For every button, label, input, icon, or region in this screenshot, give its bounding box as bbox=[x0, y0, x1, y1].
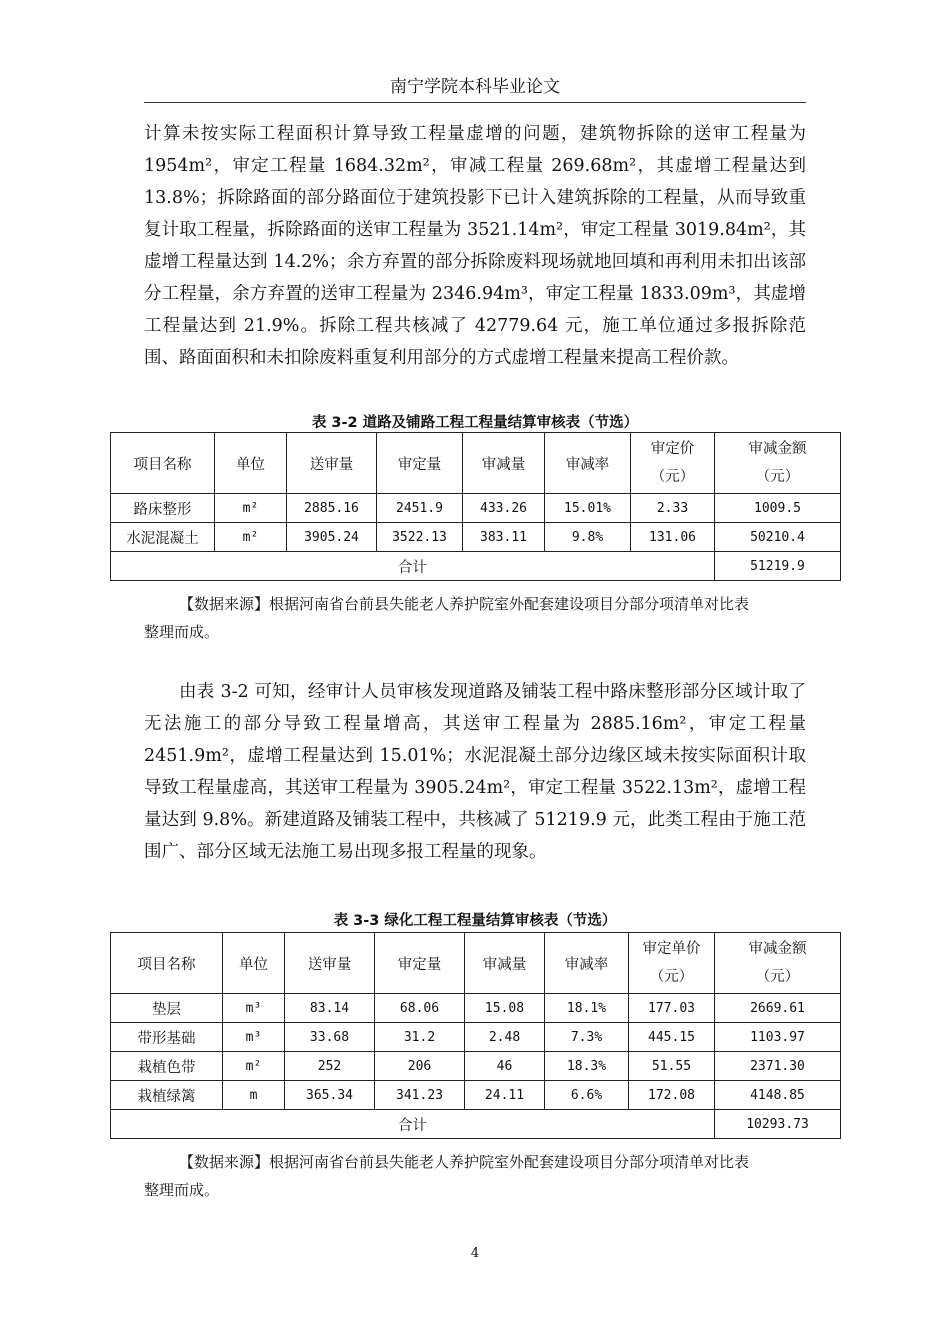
table-cell: 433.26 bbox=[463, 494, 545, 523]
table-cell: 1009.5 bbox=[715, 494, 841, 523]
table-cell: 栽植绿篱 bbox=[111, 1081, 223, 1110]
table-cell: 68.06 bbox=[375, 994, 465, 1023]
header-line: 审定价 bbox=[650, 441, 695, 457]
table-cell: 51.55 bbox=[629, 1052, 715, 1081]
header-cell bbox=[715, 933, 841, 994]
header-cell: 审减率 bbox=[545, 933, 629, 994]
table-cell: 341.23 bbox=[375, 1081, 465, 1110]
table-cell: 445.15 bbox=[629, 1023, 715, 1052]
table-cell: 2.33 bbox=[631, 494, 715, 523]
header-cell: 送审量 bbox=[285, 933, 375, 994]
table-cell: 365.34 bbox=[285, 1081, 375, 1110]
header-cell bbox=[715, 433, 841, 494]
page-number: 4 bbox=[470, 1246, 480, 1261]
table-row bbox=[111, 494, 841, 523]
table-cell: m bbox=[223, 1081, 285, 1110]
header-line: 审定单价 bbox=[642, 941, 701, 957]
table-cell: 2669.61 bbox=[715, 994, 841, 1023]
table-cell: 4148.85 bbox=[715, 1081, 841, 1110]
source-line: 整理而成。 bbox=[144, 1181, 220, 1199]
total-label: 合计 bbox=[111, 552, 715, 581]
table-cell: m³ bbox=[223, 994, 285, 1023]
table-row bbox=[111, 523, 841, 552]
table-cell: 垫层 bbox=[111, 994, 223, 1023]
table-cell: 83.14 bbox=[285, 994, 375, 1023]
table-cell: m² bbox=[215, 523, 287, 552]
table-cell: 33.68 bbox=[285, 1023, 375, 1052]
header-cell: 项目名称 bbox=[111, 433, 215, 494]
table-cell: 50210.4 bbox=[715, 523, 841, 552]
table-cell: 383.11 bbox=[463, 523, 545, 552]
table-cell: m² bbox=[223, 1052, 285, 1081]
source-line: 整理而成。 bbox=[144, 623, 220, 641]
source-line: 【数据来源】根据河南省台前县失能老人养护院室外配套建设项目分部分项清单对比表 bbox=[179, 1153, 750, 1171]
table-total-row bbox=[111, 1110, 841, 1139]
table-cell: 252 bbox=[285, 1052, 375, 1081]
table-3-2 bbox=[110, 432, 841, 581]
table-cell: 24.11 bbox=[465, 1081, 545, 1110]
source-line: 【数据来源】根据河南省台前县失能老人养护院室外配套建设项目分部分项清单对比表 bbox=[179, 595, 750, 613]
table-cell: m³ bbox=[223, 1023, 285, 1052]
header-cell: 单位 bbox=[223, 933, 285, 994]
header-cell: 审减量 bbox=[463, 433, 545, 494]
table-cell: 2371.30 bbox=[715, 1052, 841, 1081]
table-cell: m² bbox=[215, 494, 287, 523]
table-3-3-caption: 表 3-3 绿化工程工程量结算审核表（节选） bbox=[333, 913, 617, 929]
table-cell: 131.06 bbox=[631, 523, 715, 552]
header-cell: 项目名称 bbox=[111, 933, 223, 994]
table-cell: 水泥混凝土 bbox=[111, 523, 215, 552]
table-cell: 18.3% bbox=[545, 1052, 629, 1081]
header-cell: 审定量 bbox=[375, 933, 465, 994]
table-total-row bbox=[111, 552, 841, 581]
header-line: 审减金额 bbox=[748, 941, 807, 957]
total-value: 51219.9 bbox=[715, 552, 841, 581]
table-cell: 路床整形 bbox=[111, 494, 215, 523]
header-cell: 审减量 bbox=[465, 933, 545, 994]
table-header-row bbox=[111, 933, 841, 994]
table-cell: 31.2 bbox=[375, 1023, 465, 1052]
header-line: （元） bbox=[649, 969, 694, 985]
header-line: （元） bbox=[755, 969, 800, 985]
table-cell: 2885.16 bbox=[287, 494, 377, 523]
table-row bbox=[111, 1081, 841, 1110]
table-cell: 172.08 bbox=[629, 1081, 715, 1110]
header-cell: 审定量 bbox=[377, 433, 463, 494]
table-cell: 2.48 bbox=[465, 1023, 545, 1052]
table-cell: 栽植色带 bbox=[111, 1052, 223, 1081]
table-cell: 1103.97 bbox=[715, 1023, 841, 1052]
table-cell: 15.01% bbox=[545, 494, 631, 523]
table-cell: 18.1% bbox=[545, 994, 629, 1023]
table-3-3 bbox=[110, 932, 841, 1139]
total-label: 合计 bbox=[111, 1110, 715, 1139]
table-cell: 206 bbox=[375, 1052, 465, 1081]
header-cell: 送审量 bbox=[287, 433, 377, 494]
header-cell bbox=[631, 433, 715, 494]
body-paragraph-2: 由表 3-2 可知，经审计人员审核发现道路及铺装工程中路床整形部分区域计取了无法施工的部分导致工程量增高，其送审工程量为 2885.16m²，审定工程量 2451.9m²，虚增工程量达到 15.01%；水泥混凝土部分边缘区域未按实际面积计取导致工程量虚高，其送审工程量为 3905.24m²，审定工程量 3522.13m²，虚增工程量达到 9.8%。新建道路及铺装工程中，共核减了 51219.9 元，此类工程由于施工范围广、部分区域无法施工易出现多报工程量的现象。 bbox=[144, 682, 806, 862]
table-cell: 3522.13 bbox=[377, 523, 463, 552]
body-paragraph-1: 计算未按实际工程面积计算导致工程量虚增的问题，建筑物拆除的送审工程量为1954m²，审定工程量 1684.32m²，审减工程量 269.68m²，其虚增工程量达到 13.8%；拆除路面的部分路面位于建筑投影下已计入建筑拆除的工程量，从而导致重复计取工程量，拆除路面的送审工程量为 3521.14m²，审定工程量 3019.84m²，其虚增工程量达到 14.2%；余方弃置的部分拆除废料现场就地回填和再利用未扣出该部分工程量，余方弃置的送审工程量为 2346.94m³，审定工程量 1833.09m³，其虚增工程量达到 21.9%。拆除工程共核减了 42779.64 元，施工单位通过多报拆除范围、路面面积和未扣除废料重复利用部分的方式虚增工程量来提高工程价款。 bbox=[144, 124, 806, 368]
table-cell: 9.8% bbox=[545, 523, 631, 552]
header-cell bbox=[629, 933, 715, 994]
header-line: 审减金额 bbox=[748, 441, 807, 457]
table-cell: 15.08 bbox=[465, 994, 545, 1023]
table-cell: 3905.24 bbox=[287, 523, 377, 552]
table-cell: 2451.9 bbox=[377, 494, 463, 523]
running-header: 南宁学院本科毕业论文 bbox=[144, 72, 806, 103]
table-cell: 177.03 bbox=[629, 994, 715, 1023]
table-cell: 46 bbox=[465, 1052, 545, 1081]
table-cell: 7.3% bbox=[545, 1023, 629, 1052]
table-row bbox=[111, 1052, 841, 1081]
table-cell: 带形基础 bbox=[111, 1023, 223, 1052]
data-source-note-1 bbox=[144, 590, 806, 646]
header-cell: 审减率 bbox=[545, 433, 631, 494]
header-cell: 单位 bbox=[215, 433, 287, 494]
header-line: （元） bbox=[650, 469, 695, 485]
table-row bbox=[111, 1023, 841, 1052]
header-line: （元） bbox=[755, 469, 800, 485]
table-3-2-caption: 表 3-2 道路及铺路工程工程量结算审核表（节选） bbox=[311, 415, 639, 431]
total-value: 10293.73 bbox=[715, 1110, 841, 1139]
table-row bbox=[111, 994, 841, 1023]
table-header-row bbox=[111, 433, 841, 494]
data-source-note-2 bbox=[144, 1148, 806, 1204]
table-cell: 6.6% bbox=[545, 1081, 629, 1110]
